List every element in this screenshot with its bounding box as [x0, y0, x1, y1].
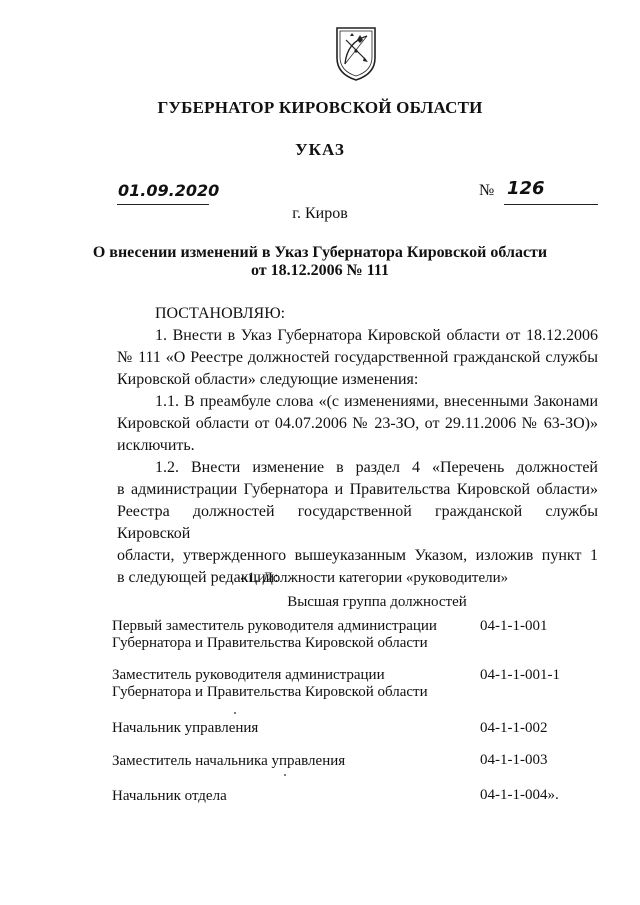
document-type: УКАЗ — [295, 140, 345, 159]
paragraph-1-2-line-2: в администрации Губернатора и Правительства Кировской области» — [117, 481, 598, 498]
paragraph-1-2-line-5: в следующей редакции: — [117, 569, 279, 586]
paragraph-1-2-line-3: Реестра должностей государственной гражданской службы Кировской — [117, 503, 598, 542]
position-name-line-1: Первый заместитель руководителя администрации — [112, 618, 437, 634]
number-sign: № — [479, 182, 495, 199]
position-name-line-1: Начальник управления — [112, 720, 259, 736]
document-body — [117, 303, 598, 589]
authority-title: ГУБЕРНАТОР КИРОВСКОЙ ОБЛАСТИ — [157, 98, 483, 117]
document-subject — [0, 244, 640, 280]
position-name — [112, 753, 472, 770]
position-name-line-1: Заместитель руководителя администрации — [112, 667, 385, 683]
position-code: 04-1-1-001-1 — [480, 667, 560, 683]
paragraph-1-line-1: 1. Внести в Указ Губернатора Кировской области от 18.12.2006 — [155, 327, 598, 344]
document-date: 01.09.2020 — [118, 181, 220, 200]
coat-of-arms-icon — [334, 24, 378, 82]
position-name-line-2: Губернатора и Правительства Кировской области — [112, 635, 428, 651]
scan-speck — [234, 712, 236, 714]
position-name — [112, 618, 472, 652]
city: г. Киров — [292, 205, 348, 222]
position-name-line-2: Губернатора и Правительства Кировской области — [112, 684, 428, 700]
position-name — [112, 667, 472, 701]
position-code: 04-1-1-003 — [480, 752, 548, 768]
coat-of-arms-emblem — [334, 24, 378, 82]
position-code: 04-1-1-002 — [480, 720, 548, 736]
resolve-heading: ПОСТАНОВЛЯЮ: — [155, 305, 286, 322]
category-heading: «1. Должности категории «руководители» — [240, 570, 509, 586]
paragraph-1-line-3: Кировской области» следующие изменения: — [117, 371, 419, 388]
paragraph-1-1-line-2: Кировской области от 04.07.2006 № 23-ЗО, от 29.11.2006 № 63-ЗО)» — [117, 415, 598, 432]
subject-line-1: О внесении изменений в Указ Губернатора Кировской области — [92, 244, 548, 261]
scan-speck — [284, 774, 286, 776]
paragraph-1-2-line-1: 1.2. Внести изменение в раздел 4 «Перечень должностей — [155, 459, 598, 476]
position-code: 04-1-1-001 — [480, 618, 548, 634]
position-name — [112, 720, 472, 737]
paragraph-1-2-line-4: области, утвержденного вышеуказанным Указом, изложив пункт 1 — [117, 547, 598, 564]
paragraph-1-1-line-3: исключить. — [117, 437, 195, 454]
paragraph-1-line-2: № 111 «О Реестре должностей государственной гражданской службы — [117, 349, 598, 366]
group-heading: Высшая группа должностей — [287, 594, 467, 610]
position-code: 04-1-1-004». — [480, 787, 559, 803]
position-name — [112, 788, 472, 805]
subject-line-2: от 18.12.2006 № 111 — [251, 262, 389, 279]
position-name-line-1: Начальник отдела — [112, 788, 227, 804]
position-name-line-1: Заместитель начальника управления — [112, 753, 346, 769]
paragraph-1-1-line-1: 1.1. В преамбуле слова «(с изменениями, внесенными Законами — [155, 393, 598, 410]
document-number: 126 — [507, 178, 545, 199]
